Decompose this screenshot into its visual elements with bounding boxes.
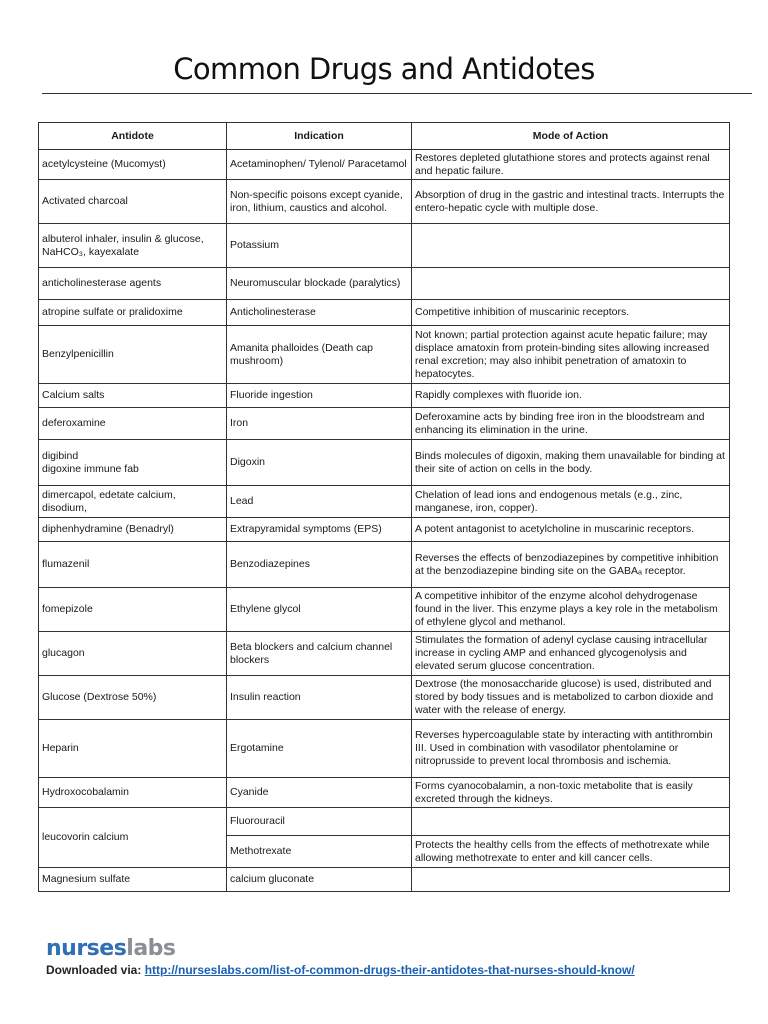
mode-of-action-cell: Protects the healthy cells from the effects of methotrexate while allowing methotrexate to enter and kill cancer cells. — [412, 836, 730, 868]
indication-cell: Cyanide — [227, 778, 412, 808]
title-divider — [42, 93, 752, 94]
mode-of-action-cell: Forms cyanocobalamin, a non-toxic metabolite that is easily excreted through the kidneys. — [412, 778, 730, 808]
table-row — [39, 518, 730, 542]
indication-cell: Amanita phalloides (Death cap mushroom) — [227, 326, 412, 384]
mode-of-action-cell: Deferoxamine acts by binding free iron in the bloodstream and enhancing its elimination in the urine. — [412, 408, 730, 440]
antidote-cell: Glucose (Dextrose 50%) — [39, 676, 227, 720]
table-row — [39, 808, 730, 836]
table-row — [39, 868, 730, 892]
logo-mark: nurses — [46, 936, 127, 961]
antidote-cell: deferoxamine — [39, 408, 227, 440]
indication-cell: Insulin reaction — [227, 676, 412, 720]
mode-of-action-cell: Not known; partial protection against acute hepatic failure; may displace amatoxin from protein-binding sites allowing increased renal excretion; may also inhibit penetration of amatoxin to hepatocytes. — [412, 326, 730, 384]
antidote-cell: Hydroxocobalamin — [39, 778, 227, 808]
mode-of-action-cell: Absorption of drug in the gastric and intestinal tracts. Interrupts the entero-hepatic cycle with multiple dose. — [412, 180, 730, 224]
mode-of-action-cell — [412, 808, 730, 836]
source-link[interactable]: http://nurseslabs.com/list-of-common-drugs-their-antidotes-that-nurses-should-know/ — [144, 963, 635, 977]
table-row — [39, 180, 730, 224]
antidote-cell: digibind digoxine immune fab — [39, 440, 227, 486]
mode-of-action-cell: Reverses the effects of benzodiazepines by competitive inhibition at the benzodiazepine binding site on the GABAₐ receptor. — [412, 542, 730, 588]
table-row — [39, 486, 730, 518]
indication-cell: Fluorouracil — [227, 808, 412, 836]
indication-cell: Ethylene glycol — [227, 588, 412, 632]
table-row — [39, 150, 730, 180]
antidote-cell: leucovorin calcium — [39, 808, 227, 868]
indication-cell: Potassium — [227, 224, 412, 268]
table-row — [39, 300, 730, 326]
table-row — [39, 542, 730, 588]
downloaded-via-label: Downloaded via: — [46, 963, 142, 977]
indication-cell: Anticholinesterase — [227, 300, 412, 326]
mode-of-action-cell — [412, 268, 730, 300]
indication-cell: Digoxin — [227, 440, 412, 486]
indication-cell: Non-specific poisons except cyanide, iron, lithium, caustics and alcohol. — [227, 180, 412, 224]
table-row — [39, 224, 730, 268]
indication-cell: Fluoride ingestion — [227, 384, 412, 408]
table-row — [39, 720, 730, 778]
mode-of-action-cell — [412, 868, 730, 892]
mode-of-action-cell: Binds molecules of digoxin, making them unavailable for binding at their site of action on cells in the body. — [412, 440, 730, 486]
antidote-cell: Calcium salts — [39, 384, 227, 408]
mode-of-action-cell: Competitive inhibition of muscarinic receptors. — [412, 300, 730, 326]
mode-of-action-cell: Dextrose (the monosaccharide glucose) is used, distributed and stored by body tissues and is metabolized to carbon dioxide and water with the release of energy. — [412, 676, 730, 720]
table-header-row — [39, 123, 730, 150]
column-header-indication: Indication — [227, 123, 412, 150]
mode-of-action-cell: A potent antagonist to acetylcholine in muscarinic receptors. — [412, 518, 730, 542]
indication-cell: calcium gluconate — [227, 868, 412, 892]
antidotes-table — [38, 122, 730, 892]
antidote-cell: diphenhydramine (Benadryl) — [39, 518, 227, 542]
antidote-cell: glucagon — [39, 632, 227, 676]
mode-of-action-cell: Rapidly complexes with fluoride ion. — [412, 384, 730, 408]
antidote-cell: fomepizole — [39, 588, 227, 632]
column-header-antidote: Antidote — [39, 123, 227, 150]
antidote-cell: Magnesium sulfate — [39, 868, 227, 892]
table-row — [39, 588, 730, 632]
antidote-cell: atropine sulfate or pralidoxime — [39, 300, 227, 326]
antidote-cell: Heparin — [39, 720, 227, 778]
mode-of-action-cell: A competitive inhibitor of the enzyme alcohol dehydrogenase found in the liver. This enzyme plays a key role in the metabolism of ethylene glycol and methanol. — [412, 588, 730, 632]
indication-cell: Beta blockers and calcium channel blockers — [227, 632, 412, 676]
indication-cell: Neuromuscular blockade (paralytics) — [227, 268, 412, 300]
indication-cell: Methotrexate — [227, 836, 412, 868]
indication-cell: Lead — [227, 486, 412, 518]
table-row — [39, 384, 730, 408]
table-row — [39, 440, 730, 486]
mode-of-action-cell: Stimulates the formation of adenyl cyclase causing intracellular increase in cycling AMP and enhanced glycogenolysis and elevated serum glucose concentration. — [412, 632, 730, 676]
table-row — [39, 778, 730, 808]
column-header-mode-of-action: Mode of Action — [412, 123, 730, 150]
download-footer — [46, 963, 635, 977]
mode-of-action-cell: Restores depleted glutathione stores and protects against renal and hepatic failure. — [412, 150, 730, 180]
indication-cell: Iron — [227, 408, 412, 440]
table-row — [39, 326, 730, 384]
antidote-cell: flumazenil — [39, 542, 227, 588]
table-row — [39, 408, 730, 440]
antidote-cell: albuterol inhaler, insulin & glucose, NaHCO₃, kayexalate — [39, 224, 227, 268]
logo-rest: labs — [126, 936, 176, 961]
mode-of-action-cell: Chelation of lead ions and endogenous metals (e.g., zinc, manganese, iron, copper). — [412, 486, 730, 518]
antidote-cell: Benzylpenicillin — [39, 326, 227, 384]
antidote-cell: dimercapol, edetate calcium, disodium, — [39, 486, 227, 518]
mode-of-action-cell: Reverses hypercoagulable state by interacting with antithrombin III. Used in combination with vasodilator phentolamine or nitroprusside to prevent local thrombosis and ischemia. — [412, 720, 730, 778]
indication-cell: Extrapyramidal symptoms (EPS) — [227, 518, 412, 542]
page-title: Common Drugs and Antidotes — [173, 52, 595, 86]
table-row — [39, 676, 730, 720]
indication-cell: Ergotamine — [227, 720, 412, 778]
mode-of-action-cell — [412, 224, 730, 268]
indication-cell: Benzodiazepines — [227, 542, 412, 588]
nurseslabs-logo[interactable] — [46, 936, 176, 961]
table-row — [39, 268, 730, 300]
table-row — [39, 632, 730, 676]
antidote-cell: Activated charcoal — [39, 180, 227, 224]
antidote-cell: acetylcysteine (Mucomyst) — [39, 150, 227, 180]
indication-cell: Acetaminophen/ Tylenol/ Paracetamol — [227, 150, 412, 180]
antidote-cell: anticholinesterase agents — [39, 268, 227, 300]
